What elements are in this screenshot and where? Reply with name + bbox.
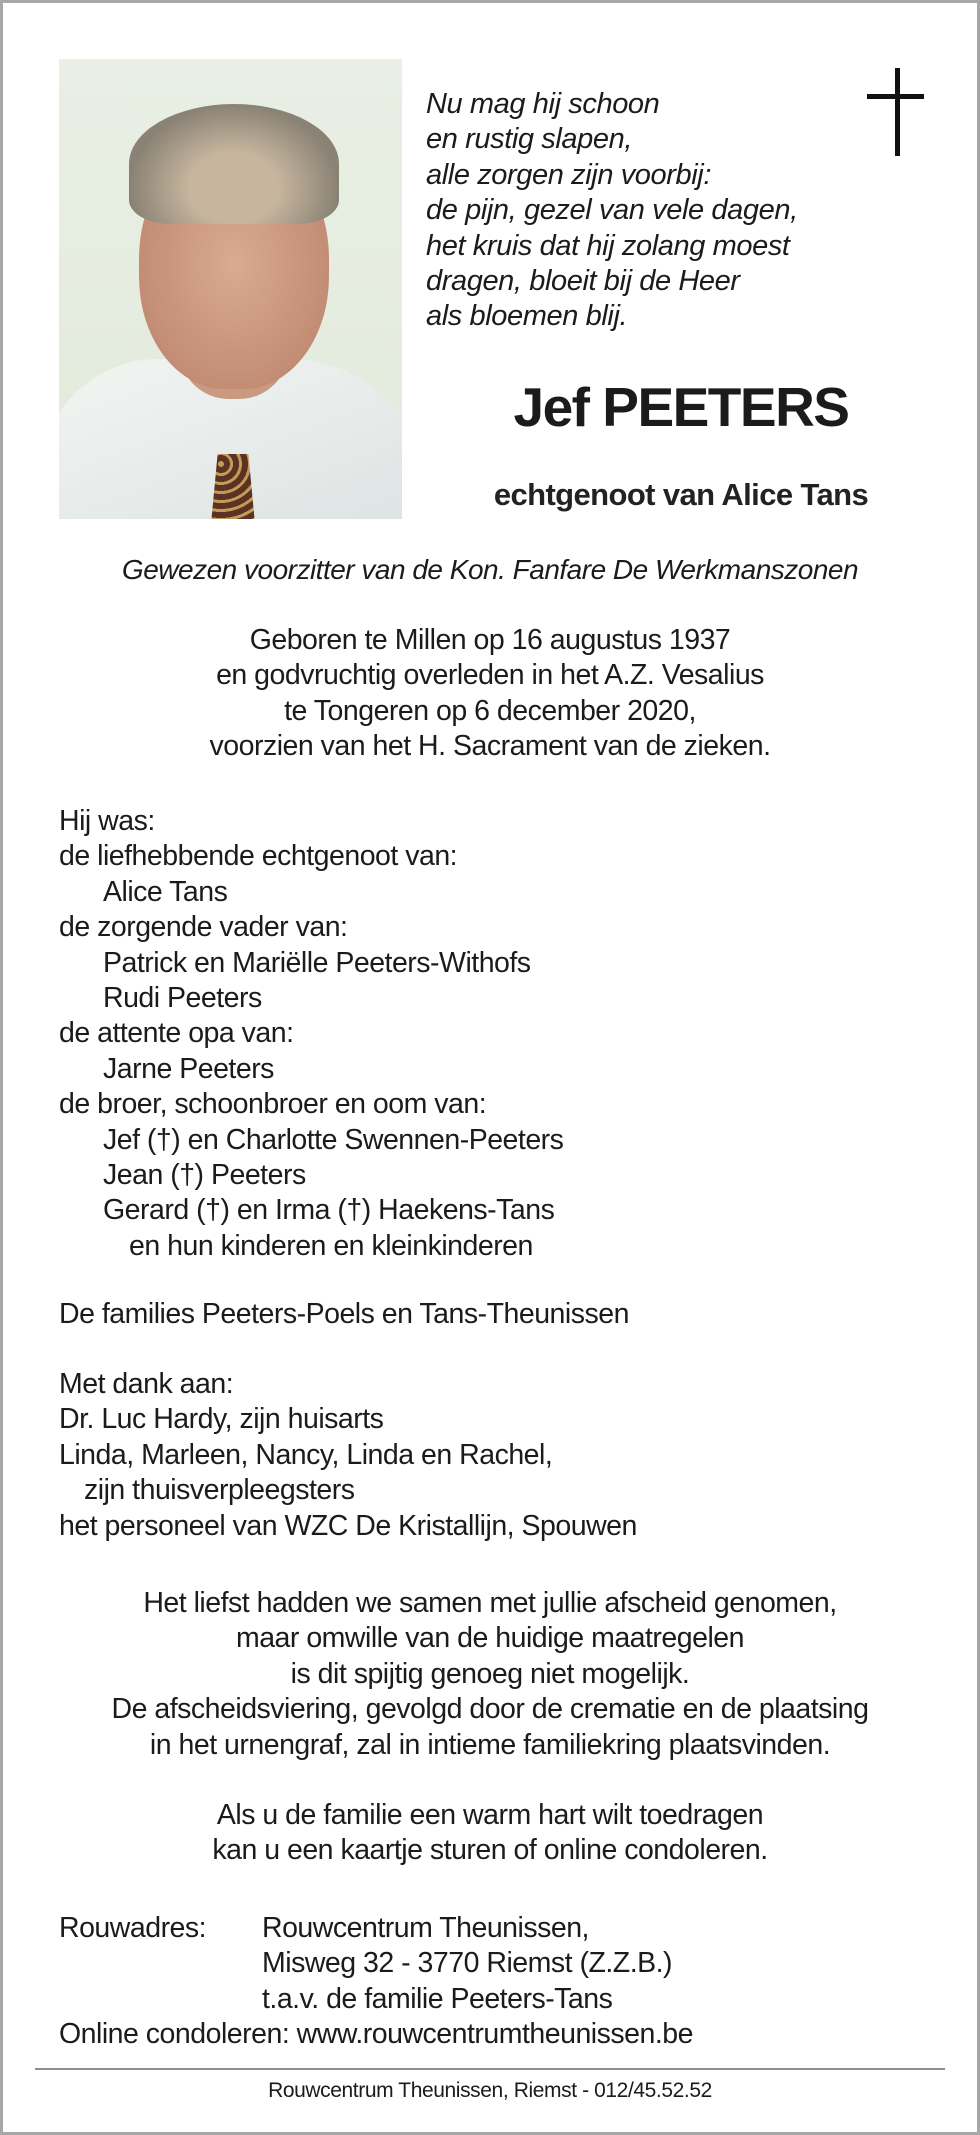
condolence-text bbox=[3, 1798, 977, 1869]
family-line: en hun kinderen en kleinkinderen bbox=[129, 1229, 533, 1262]
spouse-line: echtgenoot van Alice Tans bbox=[493, 477, 869, 512]
portrait-photo bbox=[59, 59, 402, 519]
farewell-line: in het urnengraf, zal in intieme familiekring plaatsvinden. bbox=[149, 1728, 831, 1761]
cross-icon bbox=[895, 68, 900, 156]
family-line: Jef (†) en Charlotte Swennen-Peeters bbox=[103, 1123, 564, 1156]
info-line: Geboren te Millen op 16 augustus 1937 bbox=[249, 624, 731, 656]
obituary-card bbox=[3, 3, 977, 2132]
poem-line: als bloemen blij. bbox=[426, 300, 628, 333]
thanks-line: het personeel van WZC De Kristallijn, Spouwen bbox=[59, 1509, 637, 1542]
family-line: de zorgende vader van: bbox=[59, 911, 348, 944]
poem-line: het kruis dat hij zolang moest bbox=[426, 229, 790, 262]
family-line: Alice Tans bbox=[103, 875, 228, 908]
farewell-text bbox=[3, 1586, 977, 1763]
online-url-link[interactable]: www.rouwcentrumtheunissen.be bbox=[296, 2018, 693, 2051]
farewell-line: De afscheidsviering, gevolgd door de crematie en de plaatsing bbox=[111, 1693, 869, 1726]
condolence-line: kan u een kaartje sturen of online condoleren. bbox=[212, 1834, 768, 1867]
condolence-line: Als u de familie een warm hart wilt toedragen bbox=[216, 1799, 764, 1831]
thanks-list bbox=[59, 1367, 637, 1544]
farewell-line: maar omwille van de huidige maatregelen bbox=[235, 1622, 745, 1655]
cross-icon-bar bbox=[867, 94, 924, 99]
address-line: Misweg 32 - 3770 Riemst (Z.Z.B.) bbox=[262, 1947, 673, 1980]
family-line: de broer, schoonbroer en oom van: bbox=[59, 1088, 487, 1121]
thanks-line: Met dank aan: bbox=[59, 1368, 234, 1400]
footer-text: Rouwcentrum Theunissen, Riemst - 012/45.52.52 bbox=[268, 2079, 712, 2102]
birth-death-info bbox=[3, 623, 977, 765]
farewell-line: is dit spijtig genoeg niet mogelijk. bbox=[290, 1657, 690, 1690]
poem bbox=[426, 87, 798, 335]
family-line: de liefhebbende echtgenoot van: bbox=[59, 840, 458, 873]
address-line: t.a.v. de familie Peeters-Tans bbox=[262, 1982, 613, 2015]
poem-line: en rustig slapen, bbox=[426, 123, 632, 156]
family-line: Gerard (†) en Irma (†) Haekens-Tans bbox=[103, 1194, 555, 1227]
info-line: voorzien van het H. Sacrament van de zieken. bbox=[209, 730, 771, 763]
info-line: en godvruchtig overleden in het A.Z. Vesalius bbox=[216, 659, 764, 692]
thanks-line: Dr. Luc Hardy, zijn huisarts bbox=[59, 1403, 384, 1436]
family-list bbox=[59, 804, 563, 1264]
info-line: te Tongeren op 6 december 2020, bbox=[284, 694, 696, 727]
address-block bbox=[59, 1911, 693, 2053]
thanks-line: Linda, Marleen, Nancy, Linda en Rachel, bbox=[59, 1438, 553, 1471]
family-line: Hij was: bbox=[59, 805, 155, 837]
family-line: de attente opa van: bbox=[59, 1017, 294, 1050]
online-label: Online condoleren: bbox=[59, 2018, 290, 2051]
family-line: Jarne Peeters bbox=[103, 1052, 274, 1085]
footer-divider bbox=[35, 2068, 945, 2070]
poem-line: alle zorgen zijn voorbij: bbox=[426, 158, 711, 191]
family-line: Rudi Peeters bbox=[103, 982, 262, 1015]
address-line: Rouwcentrum Theunissen, bbox=[262, 1912, 589, 1944]
thanks-line: zijn thuisverpleegsters bbox=[84, 1474, 355, 1507]
role-line: Gewezen voorzitter van de Kon. Fanfare De Werkmanszonen bbox=[121, 554, 859, 585]
family-line: Jean (†) Peeters bbox=[103, 1159, 306, 1192]
farewell-line: Het liefst hadden we samen met jullie afscheid genomen, bbox=[143, 1587, 837, 1619]
address-label: Rouwadres: bbox=[59, 1912, 207, 1944]
poem-line: de pijn, gezel van vele dagen, bbox=[426, 194, 798, 227]
poem-line: Nu mag hij schoon bbox=[426, 88, 660, 120]
family-line: Patrick en Mariëlle Peeters-Withofs bbox=[103, 946, 531, 979]
deceased-name: Jef PEETERS bbox=[513, 376, 849, 438]
poem-line: dragen, bloeit bij de Heer bbox=[426, 265, 740, 298]
families-line: De families Peeters-Poels en Tans-Theunissen bbox=[59, 1298, 629, 1330]
